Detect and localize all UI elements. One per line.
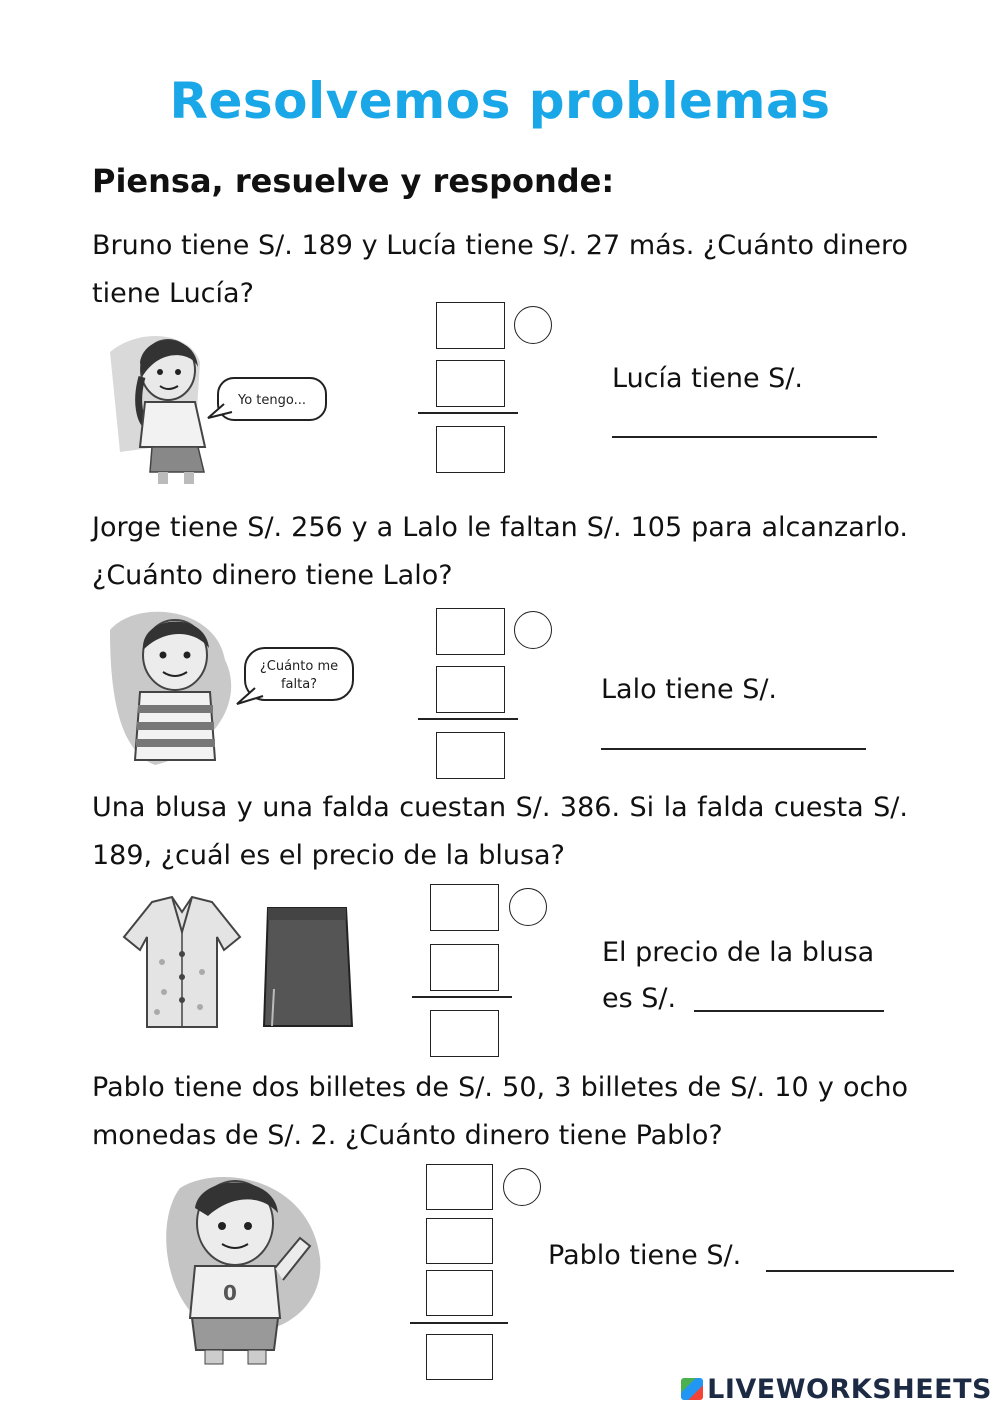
sum-line-2 — [418, 718, 518, 720]
operand-box-7[interactable] — [426, 1164, 493, 1210]
sum-line-3 — [412, 996, 512, 998]
operand-box-4[interactable] — [436, 666, 505, 713]
result-box-4[interactable] — [426, 1334, 493, 1380]
operand-box-5[interactable] — [430, 884, 499, 931]
operand-box-2[interactable] — [436, 360, 505, 407]
answer-blank-2[interactable] — [601, 748, 866, 750]
answer-label-3-line1: El precio de la blusa — [602, 937, 875, 968]
operator-circle-3[interactable] — [509, 888, 547, 926]
speech-bubble-2-line1: ¿Cuánto me — [259, 659, 339, 674]
answer-label-3: es S/. — [602, 983, 677, 1014]
operand-box-6[interactable] — [430, 944, 499, 991]
girl-illustration — [100, 322, 330, 487]
operand-box-8[interactable] — [426, 1218, 493, 1264]
skirt-illustration — [260, 904, 356, 1032]
result-box-2[interactable] — [436, 732, 505, 779]
sum-line-4 — [410, 1322, 508, 1324]
answer-label-4: Pablo tiene S/. — [548, 1240, 742, 1271]
speech-bubble-2-line2: falta? — [280, 677, 318, 692]
result-box-3[interactable] — [430, 1010, 499, 1057]
blouse-illustration — [122, 892, 242, 1032]
problem-2-text: Jorge tiene S/. 256 y a Lalo le faltan S/. 105 para alcanzarlo. ¿Cuánto dinero tiene Lalo? — [92, 512, 908, 591]
pablo-illustration — [150, 1168, 325, 1368]
page-title: Resolvemos problemas — [169, 72, 831, 130]
problem-1-text: Bruno tiene S/. 189 y Lucía tiene S/. 27 más. ¿Cuánto dinero tiene Lucía? — [92, 230, 908, 309]
operand-box-1[interactable] — [436, 302, 505, 349]
answer-label-1: Lucía tiene S/. — [612, 363, 803, 394]
problem-3-text: Una blusa y una falda cuestan S/. 386. Si la falda cuesta S/. 189, ¿cuál es el precio de la blusa? — [92, 792, 908, 871]
operator-circle-1[interactable] — [514, 306, 552, 344]
instruction: Piensa, resuelve y responde: — [92, 162, 615, 200]
boy-illustration — [105, 600, 360, 772]
operand-box-3[interactable] — [436, 608, 505, 655]
operand-box-9[interactable] — [426, 1270, 493, 1316]
answer-blank-1[interactable] — [612, 436, 877, 438]
sum-line-1 — [418, 412, 518, 414]
answer-label-2: Lalo tiene S/. — [601, 674, 778, 705]
shirt-number: 0 — [223, 1281, 237, 1305]
operator-circle-2[interactable] — [514, 611, 552, 649]
speech-bubble-1: Yo tengo... — [237, 393, 307, 408]
liveworksheets-logo: LIVEWORKSHEETS — [681, 1374, 992, 1405]
answer-blank-4[interactable] — [766, 1270, 954, 1272]
result-box-1[interactable] — [436, 426, 505, 473]
problem-4-text: Pablo tiene dos billetes de S/. 50, 3 billetes de S/. 10 y ocho monedas de S/. 2. ¿Cuánto dinero tiene Pablo? — [92, 1072, 908, 1151]
answer-blank-3[interactable] — [694, 1010, 884, 1012]
operator-circle-4[interactable] — [503, 1168, 541, 1206]
